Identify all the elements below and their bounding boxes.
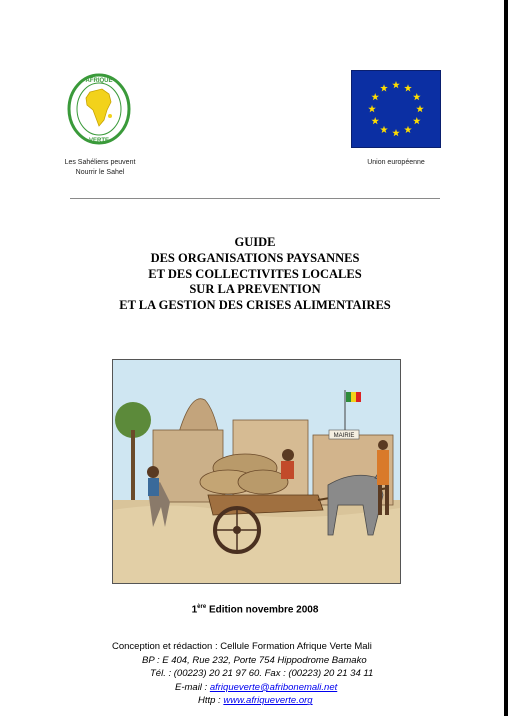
- afrique-verte-logo: [66, 72, 132, 146]
- eu-star: [404, 84, 412, 91]
- title-line: GUIDE: [234, 235, 276, 249]
- cover-illustration: [112, 359, 401, 584]
- eu-caption: Union européenne: [367, 159, 425, 166]
- svg-text:AFRIQUE: AFRIQUE: [85, 78, 113, 84]
- email-label: E-mail :: [175, 681, 210, 693]
- credits-phone: Tél. : (00223) 20 21 97 60. Fax : (00223) 20 21 34 11: [150, 668, 374, 680]
- eu-star: [380, 126, 388, 133]
- title-line: ET LA GESTION DES CRISES ALIMENTAIRES: [119, 298, 391, 313]
- edition-number: 1: [191, 604, 198, 616]
- eu-star: [371, 93, 379, 100]
- document-title: [100, 235, 410, 314]
- eu-star: [368, 105, 376, 112]
- edition-line: [120, 604, 390, 615]
- edition-superscript: ère: [197, 604, 207, 610]
- eu-star: [413, 93, 421, 100]
- title-line: ET DES COLLECTIVITES LOCALES: [148, 266, 362, 281]
- email-link[interactable]: afriqueverte@afribonemali.net: [209, 681, 338, 693]
- eu-flag-icon: [352, 71, 440, 147]
- caption-line-2: Nourrir le Sahel: [75, 169, 125, 176]
- http-label: Http :: [198, 695, 224, 707]
- eu-star: [380, 84, 388, 91]
- title-line: SUR LA PREVENTION: [189, 282, 321, 297]
- svg-text:MAIRIE: MAIRIE: [333, 433, 355, 439]
- website-link[interactable]: www.afriqueverte.org: [223, 695, 313, 707]
- credits-line: Conception et rédaction : Cellule Formation Afrique Verte Mali: [112, 641, 372, 652]
- credits-block: [112, 640, 412, 708]
- eu-star: [404, 126, 412, 133]
- eu-star: [371, 117, 379, 124]
- edition-text: Edition novembre 2008: [208, 604, 319, 616]
- eu-star: [392, 129, 400, 136]
- afrique-verte-caption: [50, 158, 150, 178]
- svg-text:VERTE: VERTE: [88, 138, 110, 144]
- page-edge: [504, 0, 508, 716]
- eu-star: [392, 81, 400, 88]
- header-divider: [70, 198, 440, 199]
- caption-line-1: Les Sahéliens peuvent: [64, 159, 136, 166]
- credits-email-line: [112, 681, 412, 695]
- credits-web-line: [112, 694, 412, 708]
- eu-star: [416, 105, 424, 112]
- eu-star: [413, 117, 421, 124]
- credits-address: BP : E 404, Rue 232, Porte 754 Hippodrome Bamako: [142, 654, 367, 666]
- title-line: DES ORGANISATIONS PAYSANNES: [150, 250, 360, 265]
